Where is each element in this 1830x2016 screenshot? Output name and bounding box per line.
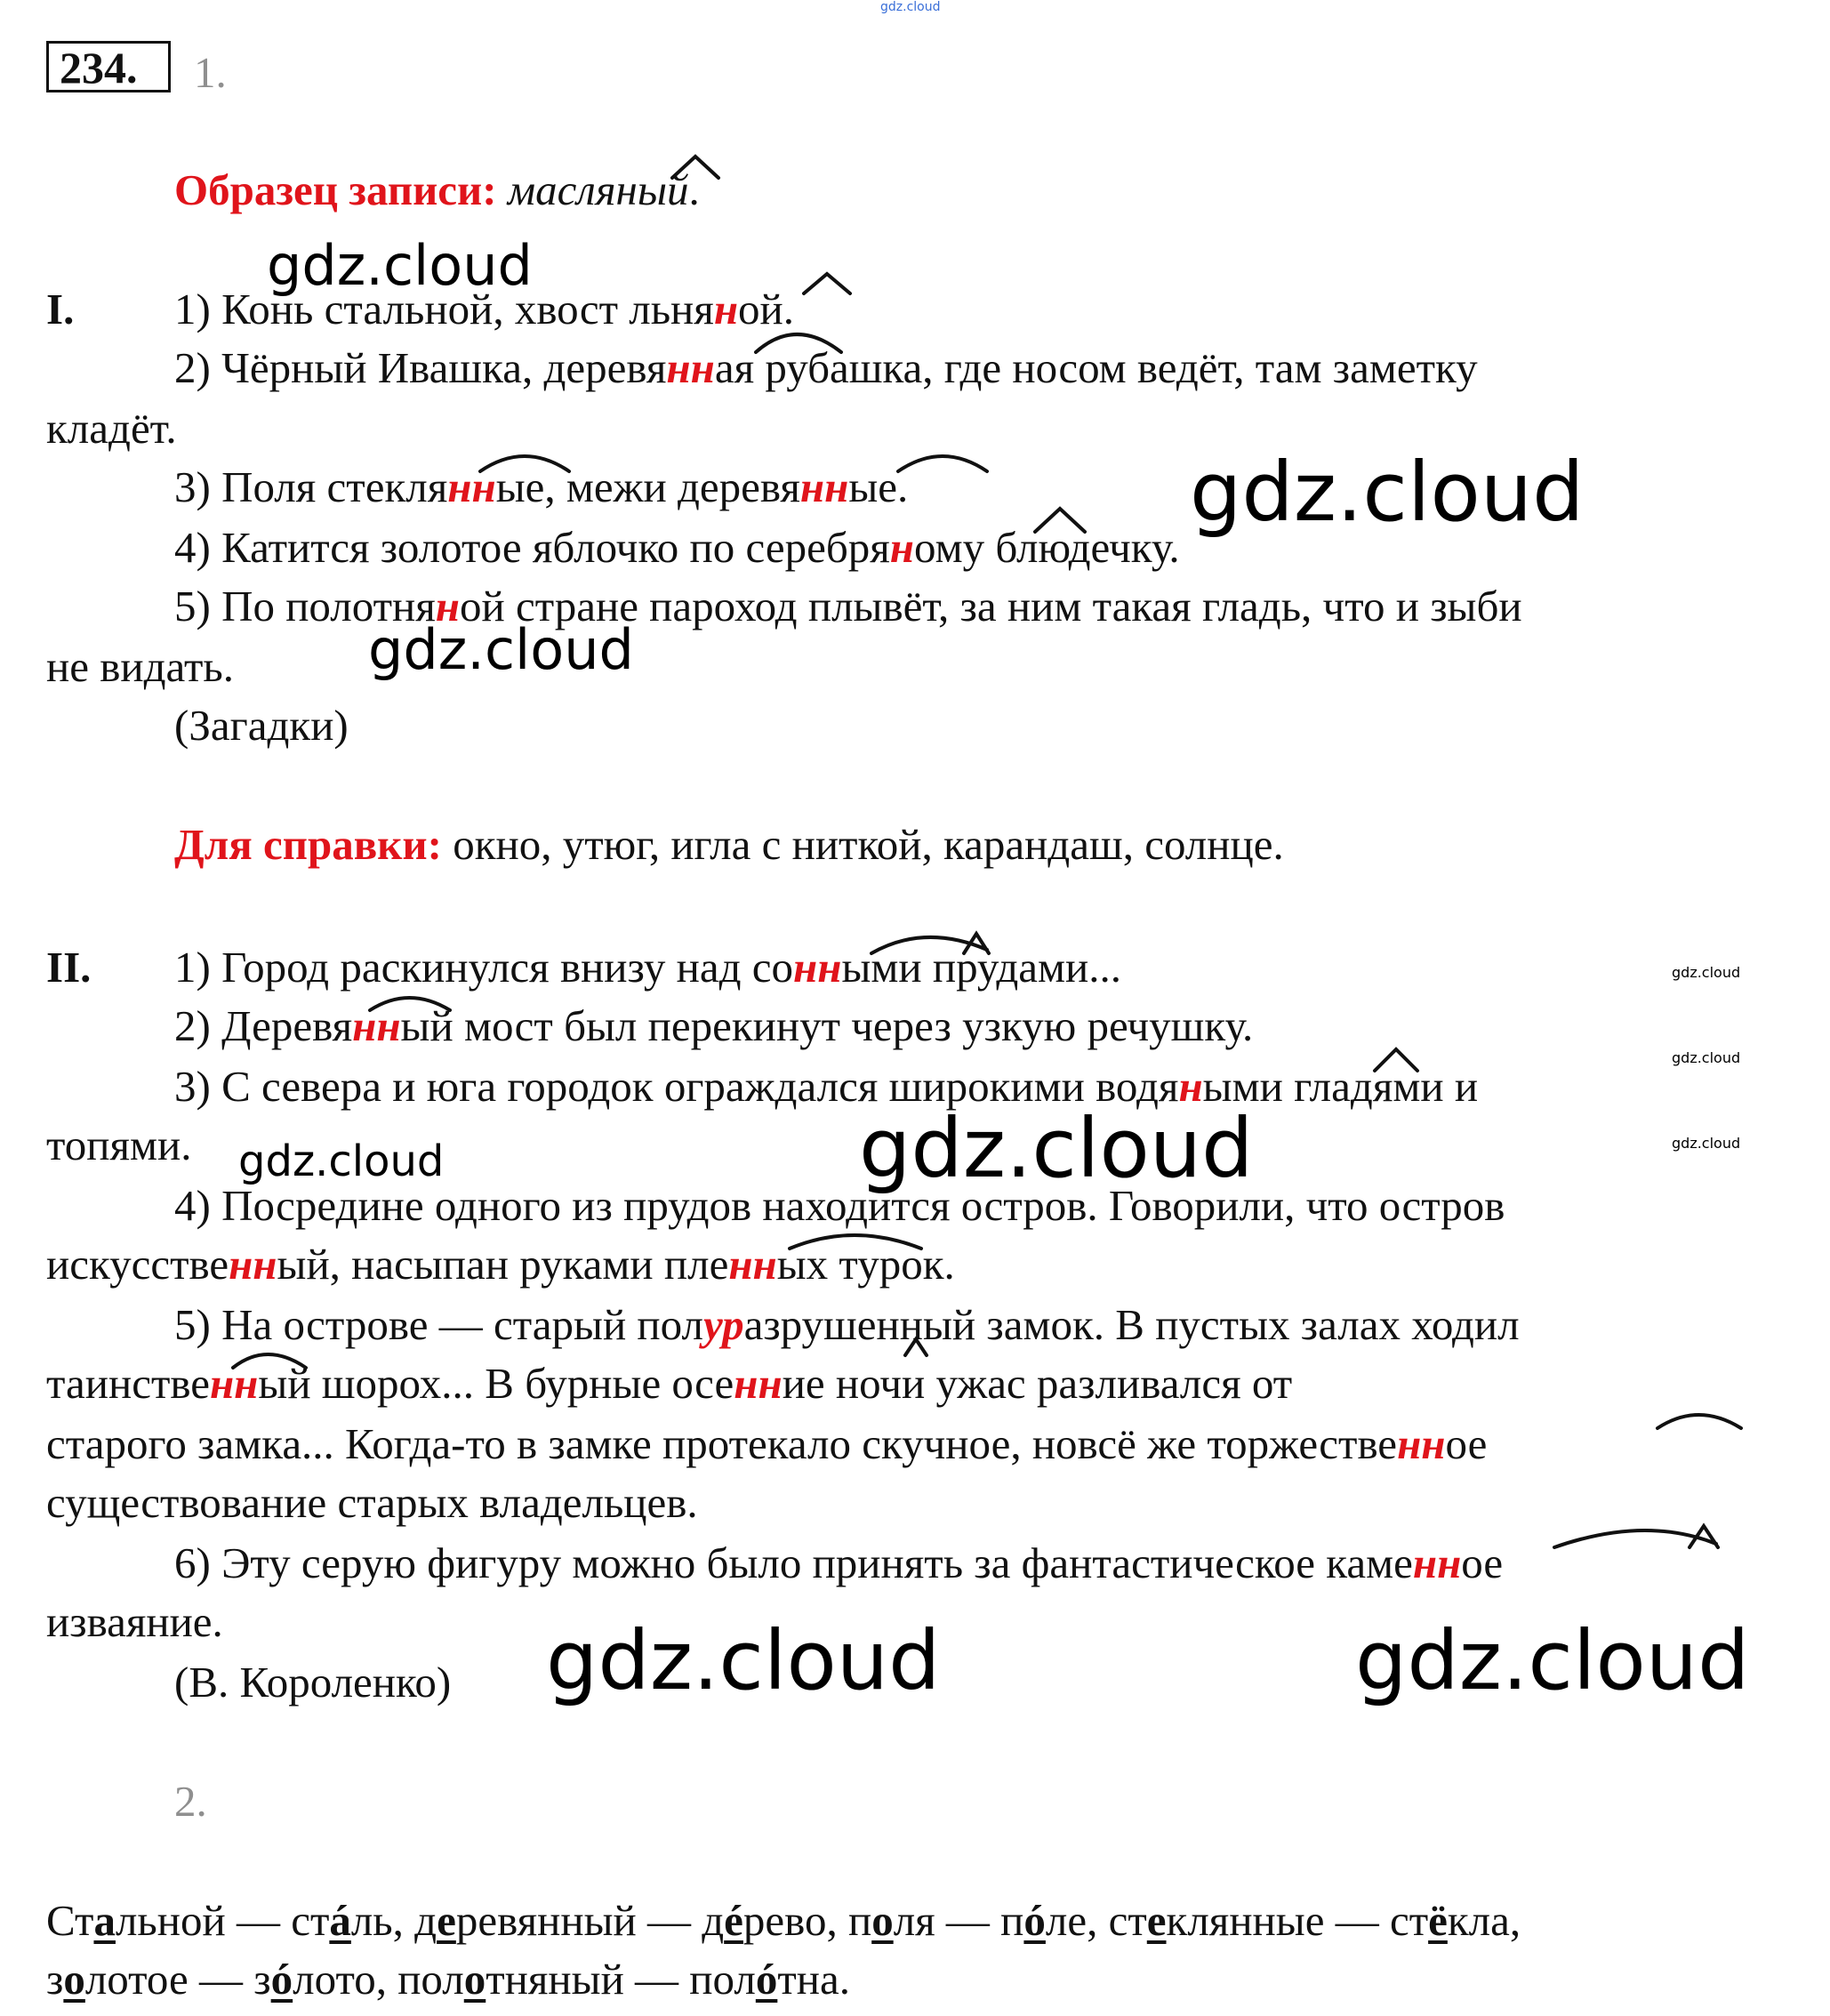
watermark: gdz.cloud bbox=[267, 233, 533, 298]
red-n: н bbox=[889, 523, 915, 572]
watermark: gdz.cloud bbox=[238, 1137, 445, 1186]
s2-line4b: искусственный, насыпан руками пленных турок. bbox=[46, 1240, 955, 1289]
suffix-arc bbox=[672, 157, 718, 178]
watermark: gdz.cloud bbox=[1672, 1049, 1741, 1066]
exercise-number: 234. bbox=[46, 41, 171, 92]
stressed-vowel: é bbox=[724, 1896, 743, 1945]
s2-line1: 1) Город раскинулся внизу над сонными прудами... bbox=[174, 943, 1121, 992]
stressed-vowel: ó bbox=[1023, 1896, 1046, 1945]
red-nn: нн bbox=[793, 943, 842, 992]
s1-line5b: не видать. bbox=[46, 642, 235, 691]
s1-line3: 3) Поля стеклянные, межи деревянные. bbox=[174, 462, 909, 511]
suffix-arc bbox=[790, 1235, 921, 1249]
red-nn: нн bbox=[447, 462, 496, 511]
red-nn: нн bbox=[352, 1001, 401, 1050]
s2-line5b: таинственный шорох... В бурные осенние ночи ужас разливался от bbox=[46, 1359, 1293, 1408]
s2-line5: 5) На острове — старый полуразрушенный замок. В пустых залах ходил bbox=[174, 1300, 1520, 1349]
stressed-vowel: о bbox=[463, 1955, 486, 2004]
watermark-top: gdz.cloud bbox=[880, 0, 941, 14]
suffix-arc bbox=[804, 274, 850, 293]
reference-text: окно, утюг, игла с ниткой, карандаш, солнце. bbox=[441, 820, 1284, 869]
s2-line6: 6) Эту серую фигуру можно было принять за фантастическое каменное bbox=[174, 1538, 1504, 1587]
s1-line2: 2) Чёрный Ивашка, деревянная рубашка, где носом ведёт, там заметку bbox=[174, 343, 1478, 392]
sample-label: Образец записи: bbox=[174, 165, 497, 214]
red-ur: ур bbox=[702, 1300, 744, 1349]
section2-numeral: II. bbox=[46, 943, 92, 992]
suffix-arc bbox=[756, 334, 841, 352]
watermark: gdz.cloud bbox=[859, 1101, 1254, 1196]
part2-line2: золотое — зóлото, полотняный — полóтна. bbox=[46, 1955, 850, 2004]
s2-line6b: изваяние. bbox=[46, 1597, 223, 1646]
s2-line4: 4) Посредине одного из прудов находится остров. Говорили, что остров bbox=[174, 1181, 1505, 1230]
suffix-arc bbox=[233, 1354, 306, 1368]
red-nn: нн bbox=[1412, 1538, 1462, 1587]
reference-label: Для справки: bbox=[174, 820, 442, 869]
stressed-vowel: ё bbox=[1428, 1896, 1448, 1945]
stressed-vowel: е bbox=[437, 1896, 456, 1945]
red-nn: нн bbox=[728, 1240, 777, 1289]
watermark: gdz.cloud bbox=[368, 617, 634, 682]
part2-label: 2. bbox=[174, 1777, 207, 1826]
stressed-vowel: ó bbox=[270, 1955, 293, 2004]
s1-line4: 4) Катится золотое яблочко по серебряному блюдечку. bbox=[174, 523, 1180, 572]
s2-source: (В. Короленко) bbox=[174, 1658, 452, 1707]
red-nn: нн bbox=[734, 1359, 783, 1408]
part1-label: 1. bbox=[194, 48, 227, 97]
s2-line3b: топями. bbox=[46, 1120, 192, 1169]
watermark: gdz.cloud bbox=[1672, 1135, 1741, 1152]
red-nn: нн bbox=[229, 1240, 277, 1289]
suffix-arc bbox=[370, 998, 450, 1010]
watermark: gdz.cloud bbox=[1355, 1613, 1750, 1708]
red-n: н bbox=[1178, 1062, 1203, 1111]
suffix-arc bbox=[1035, 509, 1085, 532]
suffix-arc bbox=[905, 1339, 927, 1355]
sample-word: масляный bbox=[507, 165, 689, 214]
watermark: gdz.cloud bbox=[1190, 445, 1585, 540]
red-nn: нн bbox=[799, 462, 849, 511]
s1-line2b: кладёт. bbox=[46, 404, 177, 453]
section1-numeral: I. bbox=[46, 285, 75, 333]
s2-line2: 2) Деревянный мост был перекинут через узкую речушку. bbox=[174, 1001, 1254, 1050]
s1-source: (Загадки) bbox=[174, 701, 349, 750]
watermark: gdz.cloud bbox=[546, 1613, 941, 1708]
red-nn: нн bbox=[209, 1359, 259, 1408]
s2-line5c: старого замка... Когда-то в замке протекало скучное, новсё же торжественное bbox=[46, 1419, 1488, 1468]
stressed-vowel: о bbox=[871, 1896, 894, 1945]
suffix-arc bbox=[1657, 1415, 1741, 1428]
s1-line1: 1) Конь стальной, хвост льняной. bbox=[174, 285, 795, 333]
red-n: н bbox=[435, 582, 460, 631]
watermark: gdz.cloud bbox=[1672, 964, 1741, 981]
suffix-arc bbox=[1375, 1049, 1417, 1071]
suffix-arc bbox=[480, 456, 569, 471]
s2-line5d: существование старых владельцев. bbox=[46, 1478, 698, 1527]
s2-line3: 3) С севера и юга городок ограждался широкими водяными гладями и bbox=[174, 1062, 1479, 1111]
stressed-vowel: ó bbox=[755, 1955, 778, 2004]
stressed-vowel: á bbox=[329, 1896, 351, 1945]
s1-line5: 5) По полотняной стране пароход плывёт, за ним такая гладь, что и зыби bbox=[174, 582, 1522, 631]
red-n: н bbox=[713, 285, 739, 333]
sample-end: . bbox=[688, 165, 700, 214]
red-nn: нн bbox=[666, 343, 715, 392]
suffix-arc bbox=[898, 456, 987, 471]
red-nn: нн bbox=[1397, 1419, 1446, 1468]
stressed-vowel: о bbox=[63, 1955, 85, 2004]
part2-line1: Стальной — стáль, деревянный — дéрево, поля — пóле, стеклянные — стёкла, bbox=[46, 1896, 1521, 1945]
stressed-vowel: е bbox=[1146, 1896, 1167, 1945]
stressed-vowel: а bbox=[93, 1896, 116, 1945]
